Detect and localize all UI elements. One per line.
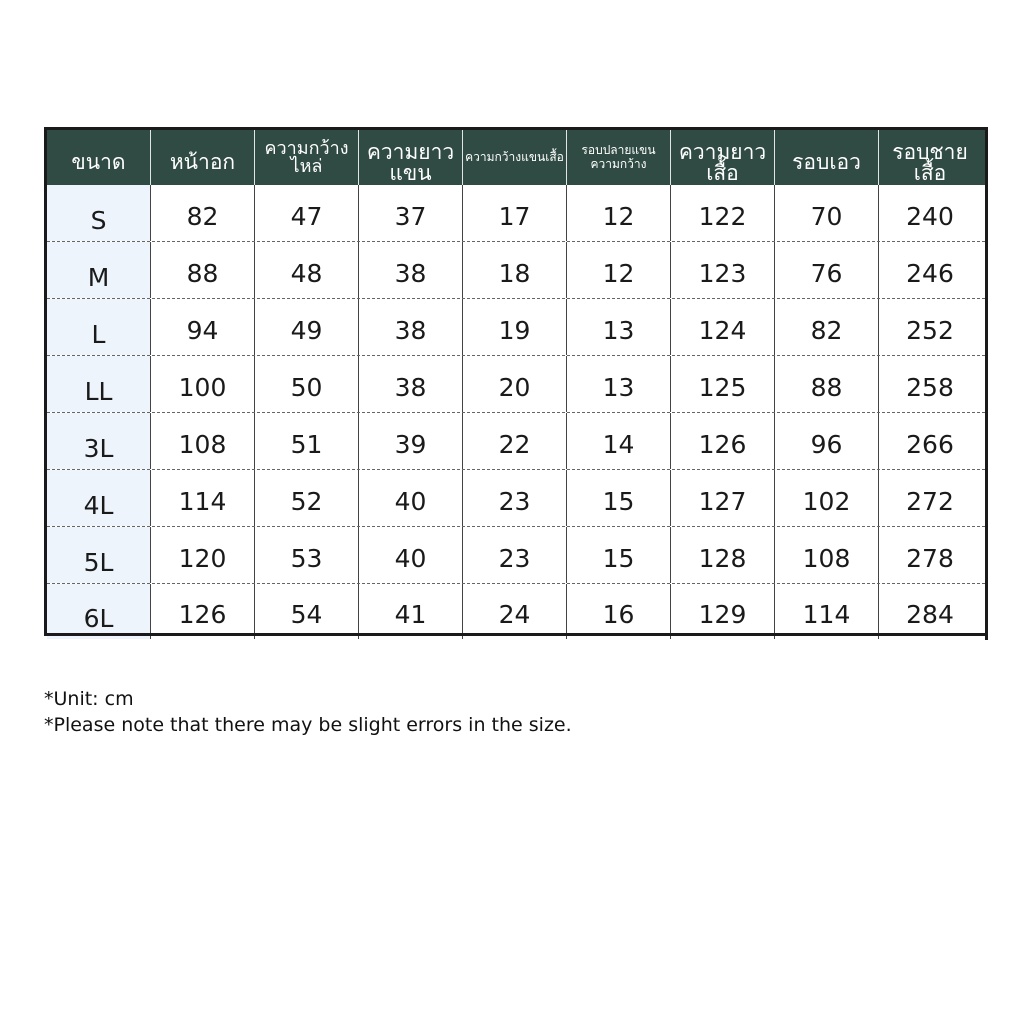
measurement-cell: 41: [359, 584, 463, 639]
disclaimer-note: *Please note that there may be slight errors in the size.: [44, 714, 572, 736]
header-chest: หน้าอก: [151, 130, 255, 185]
measurement-cell: 17: [463, 185, 567, 241]
table-row: [47, 185, 985, 242]
measurement-cell: 24: [463, 584, 567, 639]
size-label-cell: LL: [47, 356, 151, 412]
header-size: ขนาด: [47, 130, 151, 185]
measurement-cell: 272: [906, 486, 954, 516]
measurement-cell: 122: [671, 185, 775, 241]
measurement-cell: 13: [567, 356, 671, 412]
measurement-cell: 19: [463, 299, 567, 355]
measurement-cell: 240: [906, 201, 954, 231]
measurement-cell: 126: [671, 413, 775, 469]
header-cuff-width: รอบปลายแขนความกว้าง: [567, 130, 671, 185]
measurement-cell: 88: [775, 356, 879, 412]
size-chart-table: [44, 127, 988, 637]
measurement-cell: 124: [671, 299, 775, 355]
measurement-cell: 39: [359, 413, 463, 469]
table-header-row: [47, 130, 985, 185]
measurement-cell: 38: [359, 242, 463, 298]
measurement-cell: 12: [567, 185, 671, 241]
notes: [44, 686, 572, 738]
unit-note: *Unit: cm: [44, 688, 134, 710]
measurement-cell: 120: [151, 527, 255, 583]
measurement-cell: 48: [255, 242, 359, 298]
measurement-cell: 14: [567, 413, 671, 469]
measurement-cell: 76: [775, 242, 879, 298]
measurement-cell: 23: [463, 470, 567, 526]
measurement-cell: 16: [567, 584, 671, 639]
measurement-cell: 108: [775, 527, 879, 583]
size-label-cell: 6L: [47, 584, 151, 639]
measurement-cell: 82: [151, 185, 255, 241]
table-row: [47, 356, 985, 413]
measurement-cell: 40: [359, 527, 463, 583]
measurement-cell: 23: [463, 527, 567, 583]
measurement-cell: 108: [151, 413, 255, 469]
table-row: [47, 527, 985, 584]
header-sleeve-width: ความกว้างแขนเสื้อ: [463, 130, 567, 185]
measurement-cell: 38: [359, 356, 463, 412]
measurement-cell: 40: [359, 470, 463, 526]
size-label-cell: S: [47, 185, 151, 241]
table-body: [47, 185, 985, 639]
table-bottom-border: [44, 633, 988, 636]
measurement-cell: 50: [255, 356, 359, 412]
size-label-cell: M: [47, 242, 151, 298]
measurement-cell: 15: [567, 527, 671, 583]
table-row: [47, 242, 985, 299]
table-row: [47, 413, 985, 470]
measurement-cell: 49: [255, 299, 359, 355]
measurement-cell: 100: [151, 356, 255, 412]
size-label-cell: L: [47, 299, 151, 355]
measurement-cell: 96: [775, 413, 879, 469]
measurement-cell: 54: [255, 584, 359, 639]
header-waist: รอบเอว: [775, 130, 879, 185]
measurement-cell: 125: [671, 356, 775, 412]
measurement-cell: 246: [906, 258, 954, 288]
measurement-cell: 37: [359, 185, 463, 241]
header-sleeve-length: ความยาวแขน: [359, 130, 463, 185]
header-shoulder-width: ความกว้างไหล่: [255, 130, 359, 185]
measurement-cell: 18: [463, 242, 567, 298]
measurement-cell: 51: [255, 413, 359, 469]
measurement-cell: 53: [255, 527, 359, 583]
measurement-cell: 126: [151, 584, 255, 639]
header-length: ความยาวเสื้อ: [671, 130, 775, 185]
measurement-cell: 114: [151, 470, 255, 526]
measurement-cell: 102: [775, 470, 879, 526]
table-row: [47, 299, 985, 356]
measurement-cell: 284: [906, 600, 954, 629]
measurement-cell: 20: [463, 356, 567, 412]
measurement-cell: 123: [671, 242, 775, 298]
header-hem: รอบชายเสื้อ: [892, 139, 968, 185]
size-label-cell: 4L: [47, 470, 151, 526]
measurement-cell: 15: [567, 470, 671, 526]
measurement-cell: 94: [151, 299, 255, 355]
measurement-cell: 252: [906, 315, 954, 345]
measurement-cell: 114: [775, 584, 879, 639]
measurement-cell: 278: [906, 543, 954, 573]
measurement-cell: 258: [906, 372, 954, 402]
table-row: [47, 470, 985, 527]
measurement-cell: 47: [255, 185, 359, 241]
measurement-cell: 70: [775, 185, 879, 241]
table-row: [47, 584, 985, 639]
size-label-cell: 5L: [47, 527, 151, 583]
measurement-cell: 38: [359, 299, 463, 355]
measurement-cell: 127: [671, 470, 775, 526]
measurement-cell: 266: [906, 429, 954, 459]
measurement-cell: 88: [151, 242, 255, 298]
measurement-cell: 128: [671, 527, 775, 583]
measurement-cell: 13: [567, 299, 671, 355]
measurement-cell: 129: [671, 584, 775, 639]
measurement-cell: 22: [463, 413, 567, 469]
measurement-cell: 52: [255, 470, 359, 526]
measurement-cell: 12: [567, 242, 671, 298]
size-label-cell: 3L: [47, 413, 151, 469]
measurement-cell: 82: [775, 299, 879, 355]
